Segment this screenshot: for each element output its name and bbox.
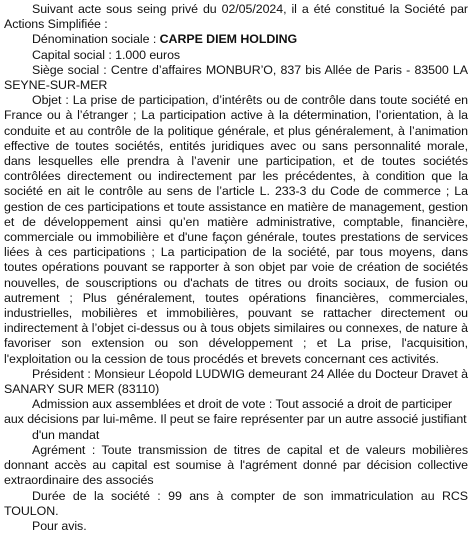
objet-paragraph: Objet : La prise de participation, d’intérêts ou de contrôle dans toute société en France ou à l’étranger ; La participation active à la détermination, l’orientation, à la conduite et au contrôle de la politique générale, et plus généralement, à l’animation effective de toutes sociétés, entités juridiques avec ou sans personnalité morale, dans lesquelles elle prendra à l’avenir une participation, et de toutes sociétés contrôlées directement ou indirectement par les précédentes, à condition que la société en ait le contrôle au sens de l’article L. 233-3 du Code de commerce ; La gestion de ces participations et toute assistance en matière de management, gestion et de développement ainsi qu’en matière administrative, comptable, financière, commerciale ou immobilière et d'une façon générale, toutes prestations de services liées à ces participations ; La participation de la société, par tous moyens, dans toutes opérations pouvant se rapporter à son objet par voie de création de sociétés nouvelles, de souscriptions ou d'achats de titres ou droits sociaux, de fusion ou autrement ; Plus généralement, toutes opérations financières, commerciales, industrielles, mobilières et immobilières, pouvant se rattacher directement ou indirectement à l’objet ci-dessus ou à tous objets similaires ou connexes, de nature à favoriser son extension ou son développement ; et La prise, l'acquisition, l'exploitation ou la cession de tous procédés et brevets concernant ces activités. <box>4 93 468 366</box>
closing-line: Pour avis. <box>32 518 87 533</box>
mandat-line: d'un mandat <box>32 427 100 442</box>
duree-line: Durée de la société : 99 ans à compter de son immatriculation au RCS TOULON. <box>4 488 468 518</box>
notice-intro: Suivant acte sous seing privé du 02/05/2024, il a été constitué la Société par Actions Simplifiée : <box>4 2 468 32</box>
capital-line: Capital social : 1.000 euros <box>32 47 181 62</box>
siege-line: Siège social : Centre d’affaires MONBUR’O, 837 bis Allée de Paris - 83500 LA SEYNE-SUR-MER <box>4 62 468 93</box>
president-line: Président : Monsieur Léopold LUDWIG demeurant 24 Allée du Docteur Dravet à SANARY SUR MER (83110) <box>4 366 468 397</box>
denomination-label: Dénomination sociale : <box>32 32 160 47</box>
company-name: CARPE DIEM HOLDING <box>159 32 298 47</box>
agrement-paragraph: Agrément : Toute transmission de titres de capital et de valeurs mobilières donnant accès au capital est soumise à l'agrément donné par décision collective extraordinaire des associés <box>4 442 468 488</box>
denomination-line <box>4 32 468 47</box>
admission-paragraph: Admission aux assemblées et droit de vote : Tout associé a droit de participer aux décisions par lui-même. Il peut se faire représenter par un autre associé justifiant <box>4 397 467 427</box>
